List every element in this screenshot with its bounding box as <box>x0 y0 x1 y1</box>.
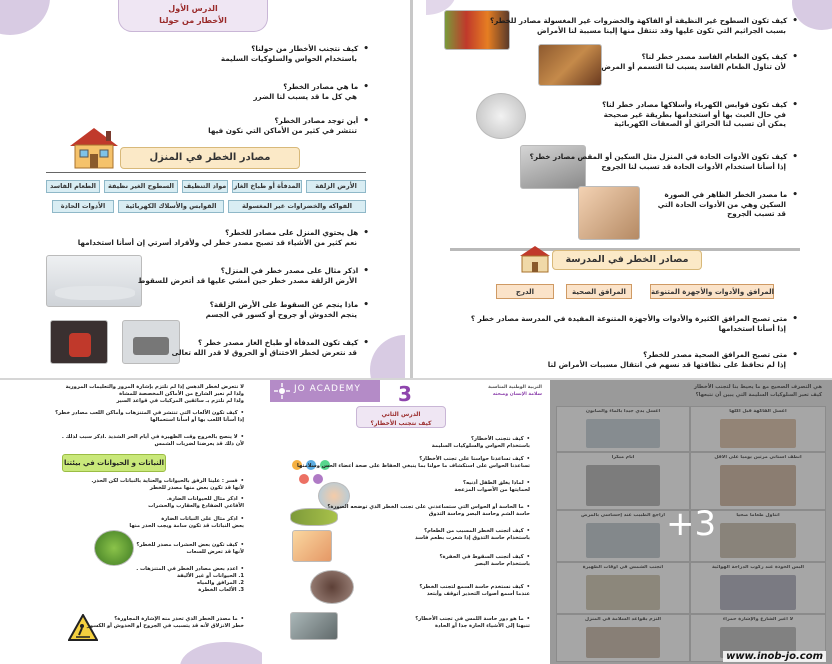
decorative-corner <box>370 335 405 378</box>
question-text: • كيف تكون المدفأة أو طباخ الغاز مصدر خطر ؟ <box>198 338 369 347</box>
answer-text: بسبب الجراثيم التي تكون عليها وقد تنتقل منها إلينا مسببة لنا الأمراض <box>537 26 786 35</box>
behavior-caption: ألبس الخوذة عند ركوب الدراجة الهوائية <box>711 565 805 570</box>
question-text: • كيف تساعدنا حواسنا على تجنب الأخطار؟ <box>419 456 530 462</box>
answer-text: إذا أسأنا استخدام الأدوات الحادة قد تسبب لنا الجروح <box>601 162 786 171</box>
question-block <box>221 44 369 63</box>
question-block <box>454 480 530 494</box>
answer-text: عندما أسمع أصوات التحذير أتوقف وأبتعد <box>426 591 530 597</box>
answer-text: بعض النباتات قد تكون سامة ويجب الحذر منها <box>129 523 244 529</box>
answer-text: إذا أسأنا اللعب بها أو أسأنا استعمالها <box>150 417 244 423</box>
question-block <box>208 116 369 135</box>
question-text: • ما مصدر الخطر الظاهر في الصورة <box>665 190 799 199</box>
answer-text: نعم كثير من الأشياء قد تصبح مصدر خطر لي ولأفراد أسرتي إن أسأنا استخدامها <box>77 238 357 247</box>
behavior-caption: أنام مبكرا <box>611 455 635 460</box>
home-danger-item: السطوح الغير نظيفة <box>104 180 178 193</box>
child-eating-photo <box>292 530 332 562</box>
unit-number: 3 <box>398 382 412 406</box>
question-block <box>78 228 369 247</box>
spoiled-food-photo <box>538 44 602 86</box>
home-danger-item: الطعام الفاسد <box>46 180 100 193</box>
worksheet-page-4[interactable] <box>270 380 550 664</box>
question-block <box>658 190 798 218</box>
behavior-caption: أغسل الفاكهة قبل أكلها <box>729 409 787 414</box>
plant-photo <box>94 530 134 566</box>
home-danger-item: الأدوات الحادة <box>52 200 114 213</box>
child-with-knife-photo <box>578 186 640 240</box>
question-block <box>530 152 798 171</box>
academy-logo-icon <box>274 383 290 399</box>
answer-text: الأفاعي الضفادع والعقارب والحشرات <box>148 503 244 509</box>
answer-text: لأن تناول الطعام الفاسد يسبب لنا التسمم أو المرض <box>601 62 786 71</box>
answer-text: باستخدام الحواس والسلوكيات السليمة <box>431 443 530 449</box>
question-block <box>91 478 244 492</box>
brand-header <box>270 380 380 402</box>
question-block <box>297 456 530 470</box>
question-text: • كيف أتجنب السقوط في الحفرة؟ <box>440 554 530 560</box>
school-danger-item: المرافق الصحية <box>566 284 632 299</box>
question-text: • ما الحاسة أو الحواس التي ستساعدني على تجنب الخطر الذي توضحه الصورة؟ <box>327 504 530 510</box>
answer-text: قد نتعرض لخطر الاختناق أو الحروق لا قدر الله تعالى <box>171 348 357 357</box>
question-text: • كيف نتجنب الأخطار من حولنا؟ <box>251 44 369 53</box>
answer-text: باستخدام حاسة التذوق إذا شعرت بطعم فاسد <box>414 535 530 541</box>
question-text: • كيف تكون السطوح غير النظيفة أو الفاكهة والخضروات غير المغسولة مصادر للخطر؟ <box>490 16 798 25</box>
lesson-title-box <box>118 0 268 32</box>
question-text: • متى تصبح المرافق الكثيرة والأدوات والأجهزة المتنوعة المفيدة في المدرسة مصادر خطر ؟ <box>471 314 798 323</box>
question-block <box>55 410 244 424</box>
worksheet-page-3[interactable] <box>0 380 262 664</box>
text-line: ولذا لم نعبر الشارع من الأماكن المخصصة للمشاة <box>119 391 244 397</box>
school-danger-item: المرافق والأدوات والأجهزة المتنوعة <box>650 284 774 299</box>
behavior-caption: أتجنب الشمس في أوقات الظهيرة <box>582 565 664 570</box>
question-text: • فسر : علينا الرفق بالحيوانات والعناية بالنباتات لكن الحذر. <box>91 478 244 484</box>
question-block <box>415 616 530 630</box>
question-text: • كيف يكون الطعام الفاسد مصدر خطر لنا؟ <box>642 52 798 61</box>
answer-text: باستخدام الحواس والسلوكيات السليمة <box>220 54 357 63</box>
answer-text: لأنها قد تعرض للسعات <box>186 549 244 555</box>
lesson-subtitle: الأخطار من حولنا <box>159 16 227 25</box>
answer-text: خطر الانزلاق لأنه قد يتسبب في الجروح أو الخدوش أو الكسور <box>86 623 244 629</box>
question-block <box>148 496 244 510</box>
behavior-caption: ألتزم بقواعد السلامة في المنزل <box>584 617 662 622</box>
lesson-title: الدرس الأول <box>168 4 218 13</box>
behavior-caption: أراجع الطبيب عند إحساسي بالمرض <box>581 513 665 518</box>
answer-text: باستخدام حاسة البصر <box>474 561 530 567</box>
school-danger-banner: مصادر الخطر في المدرسة <box>552 250 702 270</box>
question-block <box>129 516 244 530</box>
question-text: • كيف تكون بعض الحشرات مصدر للخطر؟ <box>136 542 244 548</box>
question-text: • كيف تكون الألعاب التي تنتشر في المتنزهات وأماكن اللعب مصادر خطر؟ <box>55 410 244 416</box>
school-danger-item: الدرج <box>496 284 554 299</box>
question-text: • كيف نتجنب الأخطار؟ <box>471 436 530 442</box>
question-text: • لماذا يغلق الطفل أذنيه؟ <box>463 480 530 486</box>
question-text: • متى تصبح المرافق الصحية مصدر للخطر؟ <box>643 350 798 359</box>
question-block <box>601 52 798 71</box>
answer-text: هي كل ما قد يسبب لنا الضرر <box>253 92 357 101</box>
question-block <box>87 616 244 630</box>
watermark-text: www.inob-jo.com <box>723 651 826 662</box>
header-text: التربية الوطنية المناسبة <box>488 385 542 390</box>
question-text: • ما هو دور حاسة اللمس في تجنب الأخطار؟ <box>415 616 530 622</box>
home-danger-item: الأرض الزلقة <box>306 180 366 193</box>
question-block <box>136 542 244 556</box>
header-text: سلامة الإنسان وصحته <box>492 392 542 397</box>
school-icon <box>518 244 552 274</box>
question-block <box>415 528 530 542</box>
slippery-floor-photo <box>46 255 142 307</box>
lesson-subtitle: كيف نتجنب الأخطار؟ <box>370 420 432 427</box>
answer-text: يمكن أن تسبب لنا الحرائق أو الصعقات الكهربائية <box>614 119 786 128</box>
answer-text: تنبهنا إلى الأشياء الحارة جدا أو الحادة <box>434 623 530 629</box>
lesson-title: الدرس الثاني <box>381 411 421 418</box>
decorative-corner <box>792 0 832 30</box>
question-text: • كيف نستخدم حاسة السمع لتجنب الخطر؟ <box>419 584 530 590</box>
question-text: • كيف تكون الأدوات الحادة في المنزل مثل السكين أو المقص مصادر خطر؟ <box>530 152 798 161</box>
question-block <box>432 436 530 450</box>
worksheet-page-5[interactable] <box>550 380 832 664</box>
question-text: • هل يحتوي المنزل على مصادر للخطر؟ <box>225 228 369 237</box>
question-text: • ماذا ينجم عن السقوط على الأرض الزلقة؟ <box>210 300 369 309</box>
answer-text: تساعدنا الحواس على استكشاف ما حولنا بما ينبغي الحفاظ على صحة أعضاء الحس وسلامتها <box>297 463 530 469</box>
question-text: • ما مصدر الخطر الذي تحذر منه الإشارة المجاورة؟ <box>114 616 244 622</box>
more-images-count[interactable]: +3 <box>666 504 717 544</box>
question-text: • اذكر مثال للحيوانات الضارة. <box>167 496 244 502</box>
question-text: • كيف تكون قوابس الكهرباء وأسلاكها مصادر خطر لنا؟ <box>602 100 798 109</box>
question-block <box>136 566 244 594</box>
text-line: ولذا لم نلتزم بـ سائقين المركبات في قواعد السير <box>116 398 244 404</box>
question-block <box>602 100 798 128</box>
question-block <box>419 584 530 598</box>
text-line: لا نتعرض لخطر الدهس إذا لم نلتزم بإشارة المرور والتعليمات المرورية <box>65 384 244 390</box>
question-block <box>206 300 369 319</box>
question-block <box>471 314 798 333</box>
question-block <box>327 504 530 518</box>
house-icon <box>66 126 122 170</box>
text-line: كيف تعبر السلوكيات السليمة التي يبين أن نتبعها؟ <box>695 392 822 398</box>
home-danger-item: مواد التنظيف <box>182 180 228 193</box>
question-text: • اذكر مثال على النباتات الضارة <box>161 516 244 522</box>
decorative-corner <box>0 0 50 35</box>
answer-text: الأرض الزلقة مصدر خطر حين أمشي عليها قد أتعرض للسقوط <box>137 276 357 285</box>
question-text: • اذكر مثال على مصدر خطر في المنزل؟ <box>221 266 369 275</box>
list-item: 3. الألعاب الخطرة <box>198 587 244 593</box>
answer-text: لأن ذلك قد يعرضنا لضربات الشمس <box>154 441 244 447</box>
brand-name: JO ACADEMY <box>294 384 361 394</box>
question-text: • كيف أتجنب الخطر المسبب من الطعام؟ <box>424 528 530 534</box>
worksheet-page-1[interactable] <box>0 0 405 378</box>
question-text: • اعدد بعض مصادر الخطر في المتنزهات . <box>136 566 244 572</box>
answer-text: السكين وهي من الأدوات الحادة التي <box>657 200 786 209</box>
decorative-corner <box>180 642 262 664</box>
question-block <box>440 554 530 568</box>
question-block <box>490 16 798 35</box>
home-danger-item: الفواكه والخضراوات غير المغسولة <box>228 200 366 213</box>
list-item: 1. الحيوانات أو غير الأليفة <box>176 573 244 579</box>
plants-animals-banner: النباتات و الحيوانات في بيئتنا <box>62 454 166 472</box>
answer-text: لأنها قد تكون بعض منها مصدر للخطر <box>149 485 244 491</box>
question-block <box>172 338 369 357</box>
home-danger-banner: مصادر الخطر في المنزل <box>120 147 300 169</box>
question-text: • ما هي مصادر الخطر؟ <box>283 82 369 91</box>
hole-photo <box>310 570 354 604</box>
page-divider <box>410 0 413 378</box>
answer-text: ينجم الخدوش أو جروح أو كسور في الجسم <box>205 310 357 319</box>
question-block <box>62 434 244 448</box>
text-line: هي التصرف الصحيح مع ما يحيط بنا لتجنب الأخطار <box>693 384 822 390</box>
behavior-caption: أتناول طعاما صحيا <box>736 513 780 518</box>
answer-text: تنتشر في كثير من الأماكن التي نكون فيها <box>208 126 357 135</box>
behavior-caption: أنظف أسناني مرتين يوميا على الأقل <box>714 455 802 460</box>
answer-text: في حال العبث بها أو استخدامها بطريقة غير صحيحة <box>603 110 786 119</box>
question-block <box>253 82 369 101</box>
electric-plugs-photo <box>476 93 526 139</box>
answer-text: قد تسبب الجروح <box>727 209 786 218</box>
heater-photo <box>50 320 108 364</box>
home-danger-item: القوابس والأسلاك الكهربائية <box>118 200 224 213</box>
answer-text: إذا لم نحافظ على نظافتها قد نسهم في انتقال مسببات الأمراض لنا <box>547 360 786 369</box>
question-text: • أين توجد مصادر الخطر؟ <box>275 116 369 125</box>
question-text: • لا ينصح بالخروج وقت الظهيرة في أيام الحر الشديد .اذكر سبب لذلك . <box>62 434 244 440</box>
answer-text: حاسة الشم وحاسة البصر وحاسة التذوق <box>428 511 530 517</box>
answer-text: لحمايتها من الأصوات المزعجة <box>454 487 530 493</box>
question-block <box>548 350 798 369</box>
list-item: 2. المرافق والمياه <box>196 580 244 586</box>
connector-line <box>46 172 366 173</box>
behavior-caption: لا أعبر الشارع والإشارة حمراء <box>722 617 794 622</box>
car-photo <box>290 612 338 640</box>
home-danger-item: المدفأة أو طباخ الغاز <box>232 180 302 193</box>
behavior-caption: أغسل يدي جيدا بالماء والصابون <box>585 409 661 414</box>
answer-text: إذا أسأنا استخدامها <box>718 324 786 333</box>
lesson-title-box <box>356 406 446 428</box>
worksheet-page-2[interactable] <box>426 0 832 378</box>
question-block <box>138 266 369 285</box>
